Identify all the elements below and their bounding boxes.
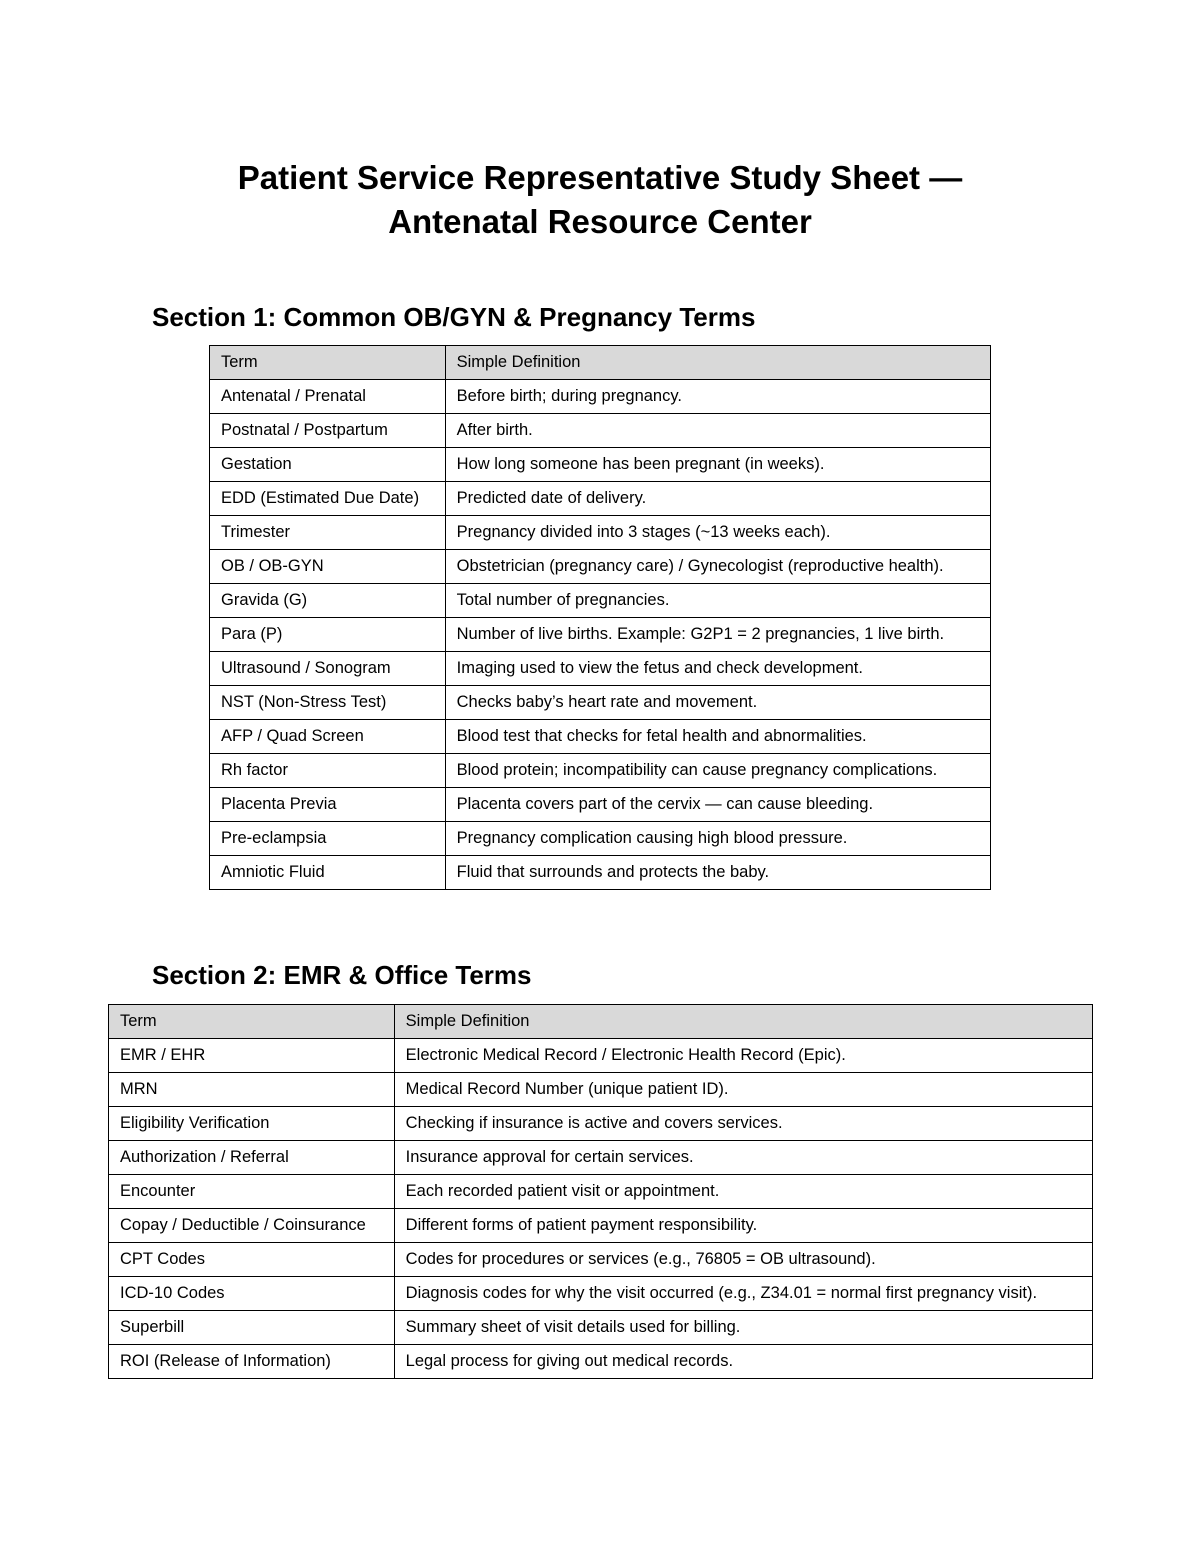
table-row bbox=[109, 1209, 1093, 1243]
table-row bbox=[210, 516, 991, 550]
definition-cell: Imaging used to view the fetus and check development. bbox=[445, 652, 990, 686]
table-row bbox=[210, 380, 991, 414]
term-cell: ROI (Release of Information) bbox=[109, 1345, 395, 1379]
definition-cell: Total number of pregnancies. bbox=[445, 584, 990, 618]
definition-cell: Obstetrician (pregnancy care) / Gynecologist (reproductive health). bbox=[445, 550, 990, 584]
table-row bbox=[210, 482, 991, 516]
table-row bbox=[210, 686, 991, 720]
table-row bbox=[210, 584, 991, 618]
term-cell: Encounter bbox=[109, 1175, 395, 1209]
term-cell: Superbill bbox=[109, 1311, 395, 1345]
table-row bbox=[210, 856, 991, 890]
section-2-heading: Section 2: EMR & Office Terms bbox=[152, 960, 532, 990]
table-row bbox=[210, 720, 991, 754]
definition-cell: Blood protein; incompatibility can cause pregnancy complications. bbox=[445, 754, 990, 788]
column-header-term: Term bbox=[109, 1005, 395, 1039]
table-row bbox=[210, 754, 991, 788]
table-row bbox=[109, 1345, 1093, 1379]
table-body bbox=[109, 1039, 1093, 1379]
term-cell: CPT Codes bbox=[109, 1243, 395, 1277]
definition-cell: Checking if insurance is active and covers services. bbox=[394, 1107, 1092, 1141]
column-header-term: Term bbox=[210, 346, 446, 380]
table-row bbox=[109, 1039, 1093, 1073]
term-cell: Gestation bbox=[210, 448, 446, 482]
definition-cell: Electronic Medical Record / Electronic Health Record (Epic). bbox=[394, 1039, 1092, 1073]
section-1-heading: Section 1: Common OB/GYN & Pregnancy Terms bbox=[152, 302, 756, 332]
term-cell: Antenatal / Prenatal bbox=[210, 380, 446, 414]
table-row bbox=[109, 1141, 1093, 1175]
table-row bbox=[210, 822, 991, 856]
term-cell: EDD (Estimated Due Date) bbox=[210, 482, 446, 516]
emr-office-terms-table bbox=[108, 1004, 1093, 1379]
definition-cell: Predicted date of delivery. bbox=[445, 482, 990, 516]
term-cell: Postnatal / Postpartum bbox=[210, 414, 446, 448]
term-cell: Amniotic Fluid bbox=[210, 856, 446, 890]
term-cell: Pre-eclampsia bbox=[210, 822, 446, 856]
definition-cell: Number of live births. Example: G2P1 = 2 pregnancies, 1 live birth. bbox=[445, 618, 990, 652]
definition-cell: Different forms of patient payment responsibility. bbox=[394, 1209, 1092, 1243]
table-row bbox=[210, 448, 991, 482]
page-title-line-2: Antenatal Resource Center bbox=[388, 203, 812, 240]
term-cell: EMR / EHR bbox=[109, 1039, 395, 1073]
ob-gyn-terms-table bbox=[209, 345, 991, 890]
term-cell: OB / OB-GYN bbox=[210, 550, 446, 584]
table-row bbox=[109, 1243, 1093, 1277]
definition-cell: Checks baby’s heart rate and movement. bbox=[445, 686, 990, 720]
definition-cell: Diagnosis codes for why the visit occurred (e.g., Z34.01 = normal first pregnancy visit). bbox=[394, 1277, 1092, 1311]
definition-cell: Fluid that surrounds and protects the baby. bbox=[445, 856, 990, 890]
term-cell: Placenta Previa bbox=[210, 788, 446, 822]
table-row bbox=[109, 1277, 1093, 1311]
definition-cell: After birth. bbox=[445, 414, 990, 448]
term-cell: Eligibility Verification bbox=[109, 1107, 395, 1141]
term-cell: Gravida (G) bbox=[210, 584, 446, 618]
definition-cell: Pregnancy complication causing high blood pressure. bbox=[445, 822, 990, 856]
table-row bbox=[109, 1311, 1093, 1345]
table-row bbox=[210, 618, 991, 652]
term-cell: Para (P) bbox=[210, 618, 446, 652]
term-cell: Ultrasound / Sonogram bbox=[210, 652, 446, 686]
table-body bbox=[210, 380, 991, 890]
table-row bbox=[210, 414, 991, 448]
table-row bbox=[109, 1175, 1093, 1209]
page-title-line-1: Patient Service Representative Study Sheet — bbox=[237, 159, 963, 196]
term-cell: AFP / Quad Screen bbox=[210, 720, 446, 754]
definition-cell: Medical Record Number (unique patient ID). bbox=[394, 1073, 1092, 1107]
column-header-definition: Simple Definition bbox=[394, 1005, 1092, 1039]
definition-cell: Each recorded patient visit or appointment. bbox=[394, 1175, 1092, 1209]
definition-cell: Insurance approval for certain services. bbox=[394, 1141, 1092, 1175]
definition-cell: Summary sheet of visit details used for billing. bbox=[394, 1311, 1092, 1345]
term-cell: Rh factor bbox=[210, 754, 446, 788]
definition-cell: Placenta covers part of the cervix — can cause bleeding. bbox=[445, 788, 990, 822]
table-header-row bbox=[109, 1005, 1093, 1039]
definition-cell: Legal process for giving out medical records. bbox=[394, 1345, 1092, 1379]
table-header-row bbox=[210, 346, 991, 380]
page-title bbox=[0, 156, 1200, 244]
term-cell: Authorization / Referral bbox=[109, 1141, 395, 1175]
definition-cell: Codes for procedures or services (e.g., 76805 = OB ultrasound). bbox=[394, 1243, 1092, 1277]
term-cell: ICD-10 Codes bbox=[109, 1277, 395, 1311]
definition-cell: Pregnancy divided into 3 stages (~13 weeks each). bbox=[445, 516, 990, 550]
term-cell: Trimester bbox=[210, 516, 446, 550]
table-row bbox=[109, 1107, 1093, 1141]
definition-cell: Blood test that checks for fetal health and abnormalities. bbox=[445, 720, 990, 754]
table-row bbox=[210, 788, 991, 822]
term-cell: MRN bbox=[109, 1073, 395, 1107]
table-row bbox=[210, 550, 991, 584]
term-cell: NST (Non-Stress Test) bbox=[210, 686, 446, 720]
term-cell: Copay / Deductible / Coinsurance bbox=[109, 1209, 395, 1243]
table-row bbox=[210, 652, 991, 686]
column-header-definition: Simple Definition bbox=[445, 346, 990, 380]
definition-cell: Before birth; during pregnancy. bbox=[445, 380, 990, 414]
table-row bbox=[109, 1073, 1093, 1107]
definition-cell: How long someone has been pregnant (in weeks). bbox=[445, 448, 990, 482]
